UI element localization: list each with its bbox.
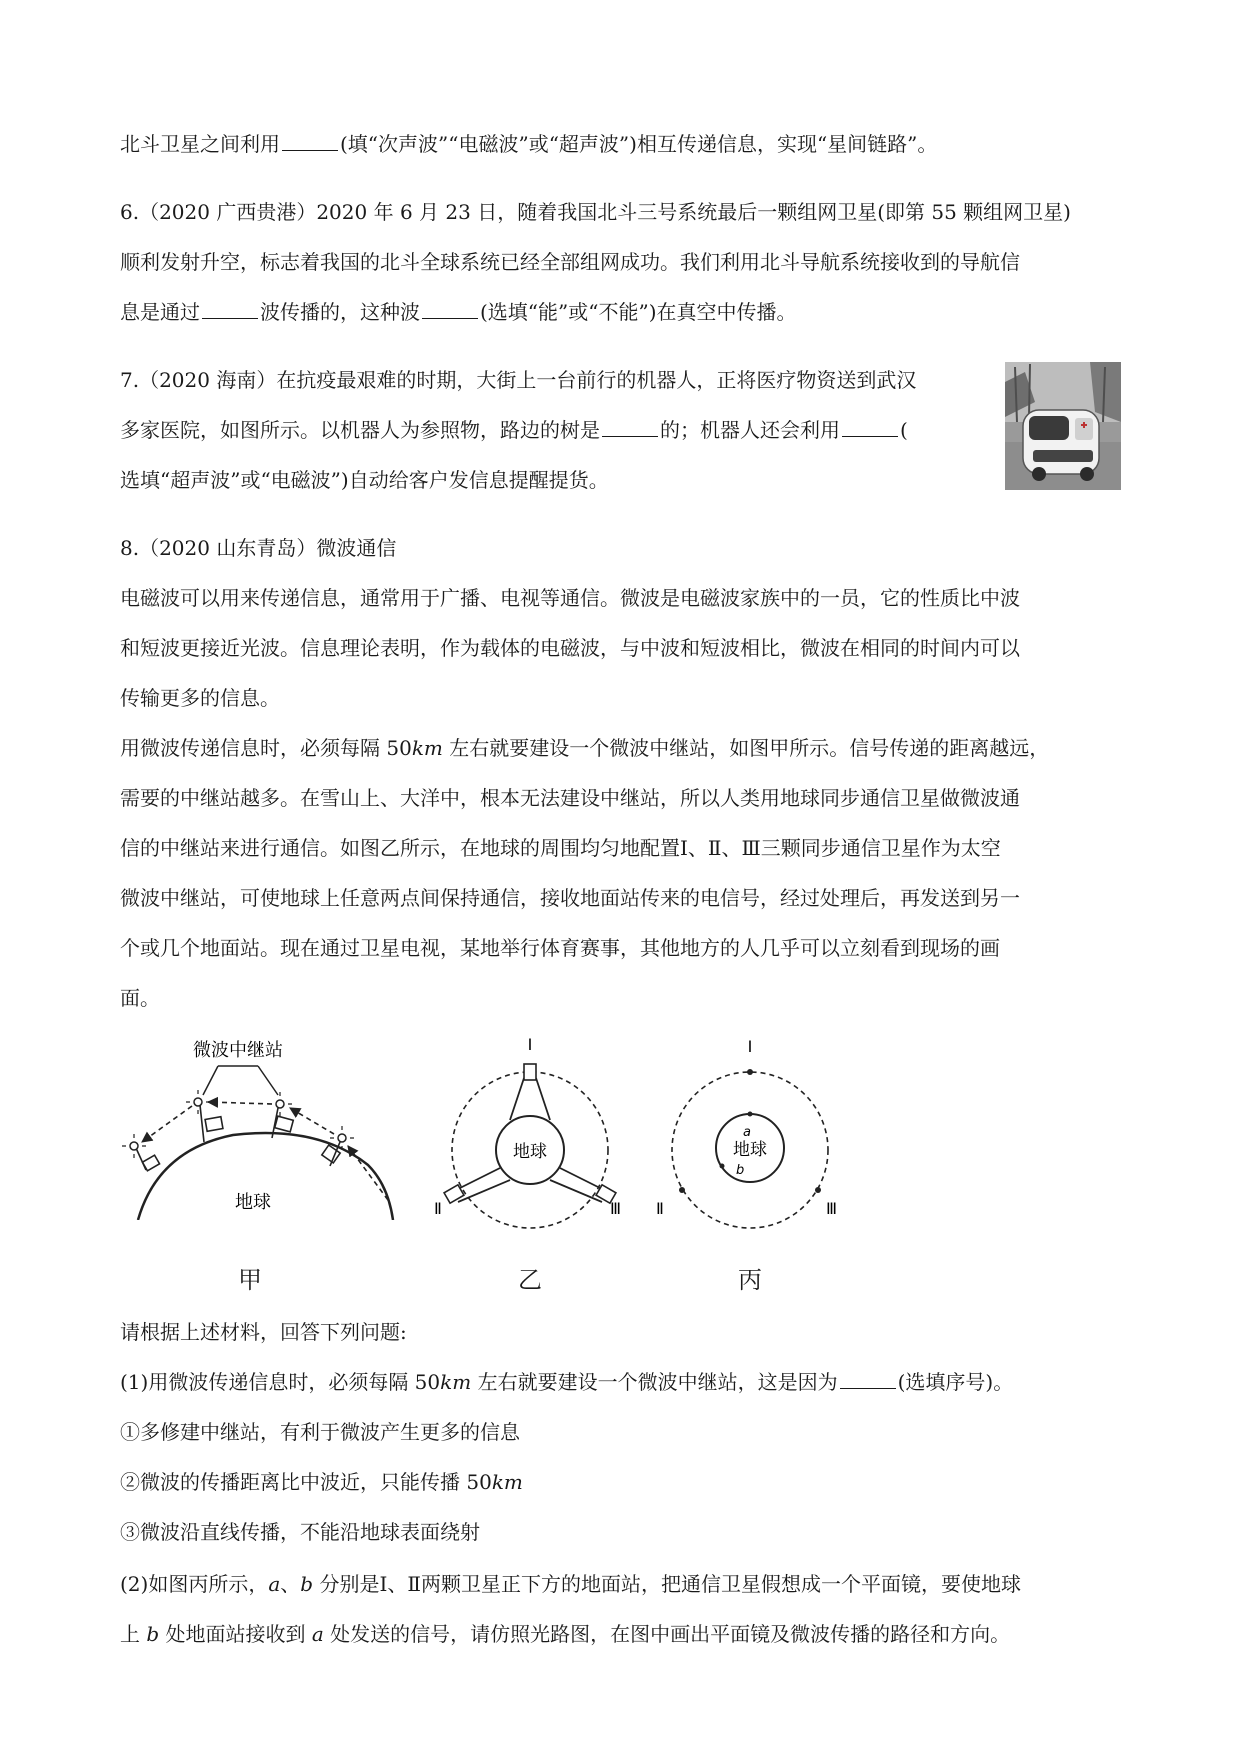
bing-sat-1 (747, 1069, 753, 1075)
q8-p1-line-3: 传输更多的信息。 (120, 686, 280, 710)
q1-unit-km: km (440, 1370, 472, 1394)
q2-line2-text-b: 处地面站接收到 (159, 1622, 312, 1646)
option-1: ①多修建中继站，有利于微波产生更多的信息 (120, 1420, 520, 1444)
opt2-text: ②微波的传播距离比中波近，只能传播 50 (120, 1470, 492, 1494)
q2-var-b: b (300, 1572, 314, 1596)
option-2 (120, 1468, 523, 1496)
q8-p2-line-6: 面。 (120, 986, 160, 1010)
bing-sat-2-label: Ⅱ (656, 1199, 664, 1218)
q1-blank[interactable] (840, 1370, 896, 1389)
q2-var-a: a (268, 1572, 281, 1596)
q5-line (120, 130, 937, 158)
q2-text-a: (2)如图丙所示， (120, 1572, 269, 1596)
q5-text-before: 北斗卫星之间利用 (120, 132, 280, 156)
question-2-line-1 (120, 1570, 1021, 1598)
q7-text-b: 的；机器人还会利用 (660, 418, 840, 442)
figure-bing-caption: 丙 (738, 1266, 762, 1294)
q2-line2-text-a: 上 (120, 1622, 147, 1646)
q8-p1-line-1: 电磁波可以用来传递信息，通常用于广播、电视等通信。微波是电磁波家族中的一员，它的性质比中波 (120, 586, 1020, 610)
figure-jia (118, 1030, 408, 1220)
q6-line-3 (120, 298, 797, 326)
q7-line-3: 选填“超声波”或“电磁波”)自动给客户发信息提醒提货。 (120, 468, 609, 492)
yi-sat-2-label: Ⅱ (434, 1199, 442, 1218)
figure-yi (430, 1030, 630, 1240)
q8-p2-line-1 (120, 734, 1049, 762)
q8-unit-km: km (411, 736, 443, 760)
question-1 (120, 1368, 1013, 1396)
q7-text-a: 多家医院，如图所示。以机器人为参照物，路边的树是 (120, 418, 600, 442)
question-2-line-2 (120, 1620, 1010, 1648)
bing-sat-1-label: Ⅰ (747, 1037, 753, 1056)
bing-point-b-label: b (736, 1163, 745, 1178)
yi-earth-label: 地球 (513, 1142, 547, 1162)
jia-relay-label: 微波中继站 (193, 1040, 283, 1061)
bing-sat-3-label: Ⅲ (826, 1199, 838, 1218)
opt2-unit-km: km (491, 1470, 523, 1494)
q1-text-a: (1)用微波传递信息时，必须每隔 50 (120, 1370, 441, 1394)
q2-line2-var-a: a (311, 1622, 324, 1646)
q7-line-1: 7.（2020 海南）在抗疫最艰难的时期，大街上一台前行的机器人，正将医疗物资送到武汉 (120, 368, 917, 392)
q7-text-c: ( (900, 418, 908, 442)
q2-text-c: 分别是Ⅰ、Ⅱ两颗卫星正下方的地面站，把通信卫星假想成一个平面镜，要使地球 (313, 1572, 1021, 1596)
bing-earth-label: 地球 (733, 1140, 767, 1160)
q8-p2-line-5: 个或几个地面站。现在通过卫星电视，某地举行体育赛事，其他地方的人几乎可以立刻看到现场的画 (120, 936, 1000, 960)
q5-text-after: (填“次声波”“电磁波”或“超声波”)相互传递信息，实现“星间链路”。 (340, 132, 938, 156)
figure-yi-caption: 乙 (518, 1266, 542, 1294)
q1-text-c: (选填序号)。 (897, 1370, 1014, 1394)
bing-point-a-label: a (743, 1125, 751, 1140)
q6-text-c: (选填“能”或“不能”)在真空中传播。 (480, 300, 797, 324)
q6-text-b: 波传播的，这种波 (260, 300, 420, 324)
figure-bing (650, 1030, 850, 1240)
q6-blank-1[interactable] (202, 300, 258, 319)
yi-sat-1-label: Ⅰ (527, 1035, 533, 1054)
q6-blank-2[interactable] (422, 300, 478, 319)
q8-header: 8.（2020 山东青岛）微波通信 (120, 536, 397, 560)
yi-sat-3-label: Ⅲ (610, 1199, 622, 1218)
figure-jia-caption: 甲 (238, 1266, 262, 1294)
q7-line-2 (120, 416, 908, 444)
q6-text-a: 息是通过 (120, 300, 200, 324)
q8-p2-line-4: 微波中继站，可使地球上任意两点间保持通信，接收地面站传来的电信号，经过处理后，再发送到另一 (120, 886, 1020, 910)
option-3: ③微波沿直线传播，不能沿地球表面绕射 (120, 1520, 480, 1544)
questions-intro: 请根据上述材料，回答下列问题: (120, 1320, 407, 1344)
q1-text-b: 左右就要建设一个微波中继站，这是因为 (471, 1370, 838, 1394)
bing-sat-3 (815, 1187, 821, 1193)
q8-p2-text-a: 用微波传递信息时，必须每隔 50 (120, 736, 412, 760)
q7-blank-1[interactable] (602, 418, 658, 437)
q2-line2-var-b: b (146, 1622, 160, 1646)
q2-line2-text-c: 处发送的信号，请仿照光路图，在图中画出平面镜及微波传播的路径和方向。 (323, 1622, 1011, 1646)
q8-p2-line-3: 信的中继站来进行通信。如图乙所示，在地球的周围均匀地配置Ⅰ、Ⅱ、Ⅲ三颗同步通信卫星作为太空 (120, 836, 1001, 860)
jia-earth-label: 地球 (235, 1192, 271, 1213)
robot-photo (1005, 362, 1121, 490)
q8-p2-text-b: 左右就要建设一个微波中继站，如图甲所示。信号传递的距离越远， (442, 736, 1050, 760)
q8-p1-line-2: 和短波更接近光波。信息理论表明，作为载体的电磁波，与中波和短波相比，微波在相同的时间内可以 (120, 636, 1020, 660)
q7-blank-2[interactable] (842, 418, 898, 437)
q5-blank[interactable] (282, 132, 338, 151)
bing-sat-2 (679, 1187, 685, 1193)
q2-text-sep: 、 (280, 1572, 301, 1596)
q6-line-1: 6.（2020 广西贵港）2020 年 6 月 23 日，随着我国北斗三号系统最后一颗组网卫星(即第 55 颗组网卫星) (120, 200, 1071, 224)
q6-line-2: 顺利发射升空，标志着我国的北斗全球系统已经全部组网成功。我们利用北斗导航系统接收到的导航信 (120, 250, 1020, 274)
q8-p2-line-2: 需要的中继站越多。在雪山上、大洋中，根本无法建设中继站，所以人类用地球同步通信卫星做微波通 (120, 786, 1020, 810)
